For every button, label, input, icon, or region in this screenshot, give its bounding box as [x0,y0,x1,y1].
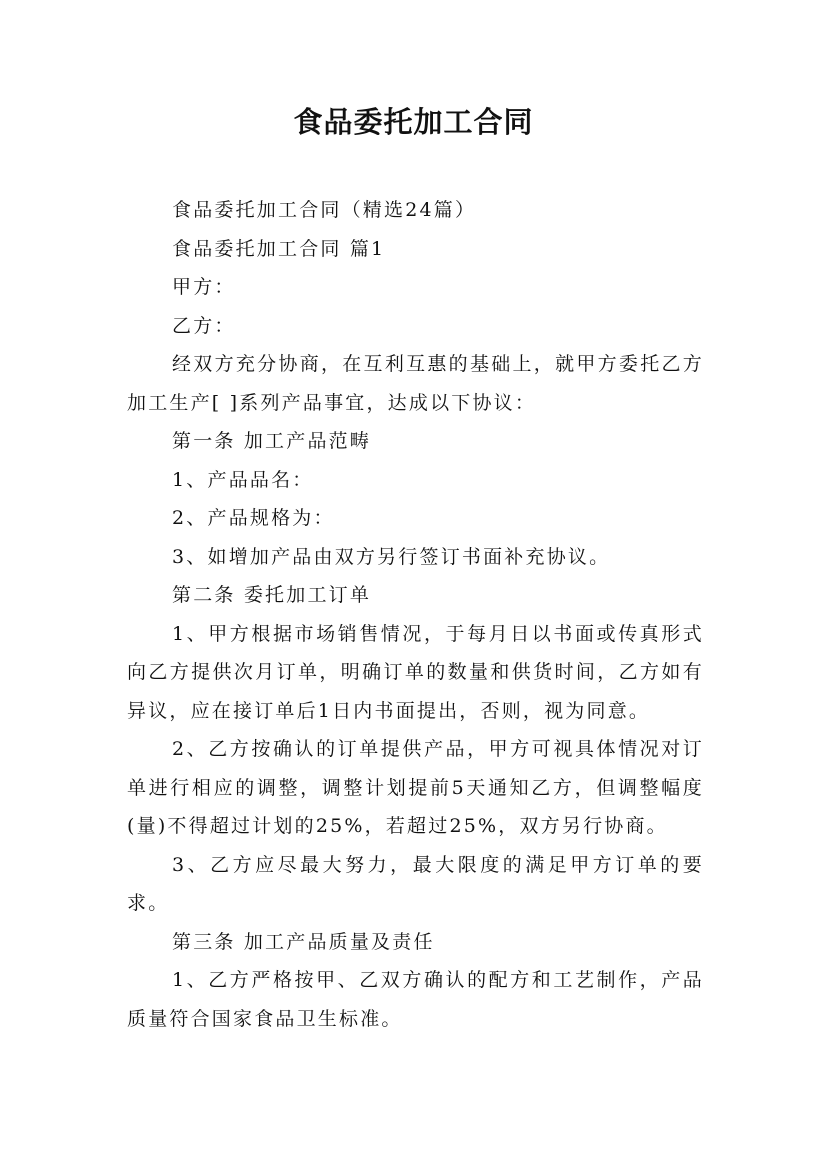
paragraph-article-3: 第三条 加工产品质量及责任 [172,930,435,953]
paragraph-article-3-item-1: 1、乙方严格按甲、乙双方确认的配方和工艺制作，产品质量符合国家食品卫生标准。 [127,969,704,1030]
paragraph-heading: 食品委托加工合同（精选24篇） [172,199,477,221]
paragraph-party-a: 甲方： [172,276,236,298]
paragraph-article-2-item-3: 3、乙方应尽最大努力，最大限度的满足甲方订单的要求。 [127,853,704,914]
paragraph-article-2-item-1: 1、甲方根据市场销售情况，于每月日以书面或传真形式向乙方提供次月订单，明确订单的数量和供货时间，乙方如有异议，应在接订单后1日内书面提出，否则，视为同意。 [127,622,704,722]
paragraph-article-1: 第一条 加工产品范畴 [172,430,372,452]
paragraph-article-1-item-1: 1、产品品名： [172,468,314,491]
paragraph-preamble: 经双方充分协商，在互利互惠的基础上，就甲方委托乙方加工生产[ ]系列产品事宜，达成以下协议： [127,353,704,414]
paragraph-article-1-item-2: 2、产品规格为： [172,507,335,529]
paragraph-section-title: 食品委托加工合同 篇1 [172,237,386,260]
document-title: 食品委托加工合同 [293,105,534,139]
paragraph-article-2: 第二条 委托加工订单 [172,584,372,606]
paragraph-party-b: 乙方： [172,314,236,337]
paragraph-article-2-item-2: 2、乙方按确认的订单提供产品，甲方可视具体情况对订单进行相应的调整，调整计划提前5天通知乙方，但调整幅度(量)不得超过计划的25%，若超过25%，双方另行协商。 [127,738,704,837]
paragraph-article-1-item-3: 3、如增加产品由双方另行签订书面补充协议。 [172,545,611,568]
document-body [127,191,704,1038]
